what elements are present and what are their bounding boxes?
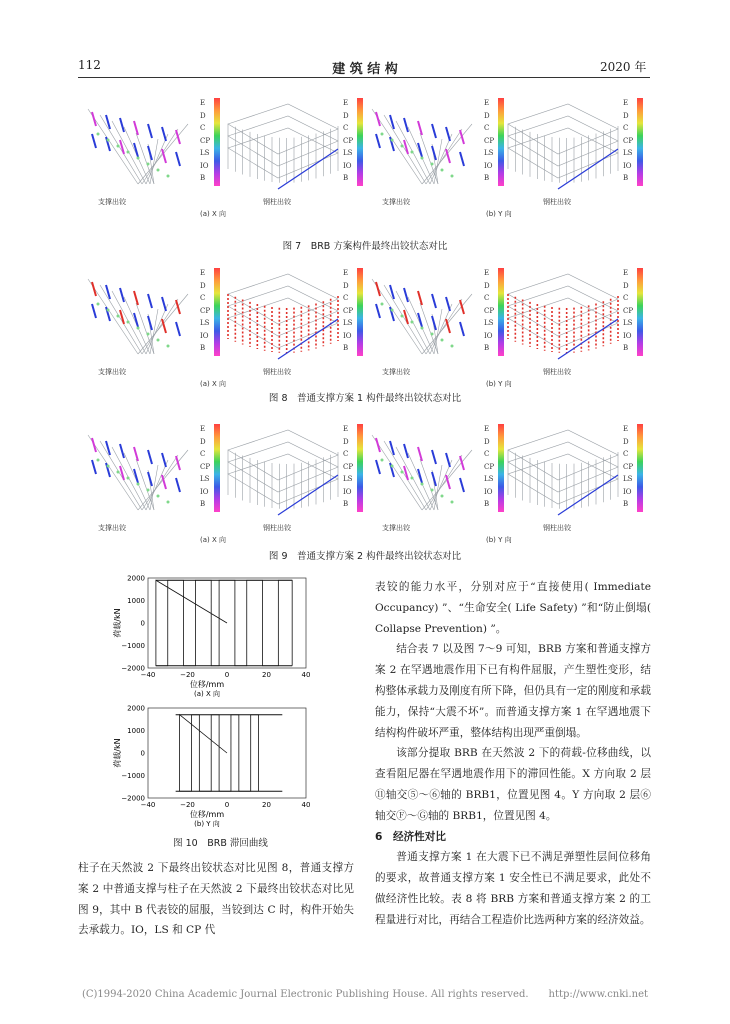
fig10-caption: 图 10 BRB 滞回曲线 — [173, 838, 268, 849]
brace-hinge-model — [362, 94, 495, 194]
x-axis-label: 位移/mm — [189, 810, 225, 819]
column-hinge-model — [498, 420, 628, 520]
panel-label: 钢柱出铰 — [263, 368, 291, 376]
journal-title: 建 筑 结 构 — [332, 62, 398, 77]
para-2: 结合表 7 以及图 7～9 可知，BRB 方案和普通支撑方案 2 在罕遇地震作用下已有构件屈服，产生塑性变形，结构整体承载力及刚度有所下降，但仍具有一定的刚度和承载能力，保持“大震不坏”。而普通支撑方案 1 在罕遇地震下结构构件破坏严重，整体结构出现严重倒塌。 — [375, 643, 651, 739]
subfigure-label: (a) X 向 — [200, 536, 226, 544]
panel-label: 支撑出铰 — [98, 198, 126, 206]
hinge-scale-labels: E D C CP LS IO B — [484, 425, 495, 508]
para-1: 表铰的能力水平，分别对应于“直接使用( Immediate Occupancy) ”、“生命安全( Life Safety) ”和“防止倒塌( Collapse Prevention) ”。 — [375, 581, 651, 635]
x-tick-label: −20 — [180, 801, 195, 809]
header-rule — [78, 77, 650, 78]
brace-hinge-model — [78, 420, 211, 520]
x-tick-label: 20 — [262, 801, 271, 809]
x-tick-label: −40 — [140, 671, 156, 679]
panel-label: 钢柱出铰 — [543, 368, 571, 376]
hinge-scale-labels: E D C CP LS IO B — [484, 269, 495, 352]
panel-label: 钢柱出铰 — [263, 524, 291, 532]
page-number: 112 — [78, 58, 101, 72]
column-hinge-model — [218, 94, 348, 194]
hinge-scale-labels: E D C CP LS IO B — [623, 269, 634, 352]
para-3: 该部分提取 BRB 在天然波 2 下的荷载-位移曲线，以查看阻尼器在罕遇地震作用下的滞回性能。X 方向取 2 层⑪轴交⑤～⑥轴的 BRB1，位置见图 4。Y 方向取 2 层⑥轴交Ⓕ～Ⓖ轴的 BRB1，位置见图 4。 — [375, 747, 651, 822]
hinge-scale-labels: E D C CP LS IO B — [343, 269, 354, 352]
hinge-scale-labels: E D C CP LS IO B — [343, 425, 354, 508]
subfigure-label: (a) X 向 — [200, 210, 226, 218]
subfigure-label: (a) X 向 — [200, 380, 226, 388]
para-4: 普通支撑方案 1 在大震下已不满足弹塑性层间位移角的要求，故普通支撑方案 1 安全性已不满足要求，此处不做经济性比较。表 8 将 BRB 方案和普通支撑方案 2 的工程量进行对比，再结合工程造价比选两种方案的经济效益。 — [375, 851, 651, 926]
brace-hinge-model — [78, 264, 211, 364]
hinge-scale-labels: E D C CP LS IO B — [200, 99, 211, 182]
y-tick-label: −1000 — [121, 642, 145, 650]
hinge-scale-labels: E D C CP LS IO B — [200, 269, 211, 352]
right-column — [375, 577, 651, 931]
hinge-color-bar — [637, 98, 643, 186]
subfigure-label: (b) Y 向 — [486, 536, 512, 544]
x-tick-label: 40 — [301, 801, 311, 809]
y-tick-label: 2000 — [127, 704, 145, 713]
brace-hinge-model — [362, 420, 495, 520]
x-tick-label: −20 — [180, 671, 195, 679]
y-tick-label: −2000 — [121, 794, 145, 803]
hysteresis-chart-x — [108, 570, 328, 705]
x-tick-label: 0 — [224, 671, 230, 679]
column-hinge-model — [498, 264, 628, 364]
hinge-scale-labels: E D C CP LS IO B — [623, 425, 634, 508]
x-tick-label: −40 — [140, 801, 156, 809]
column-hinge-model — [218, 264, 348, 364]
panel-label: 支撑出铰 — [382, 524, 410, 532]
hysteresis-chart-y — [108, 700, 328, 835]
hinge-scale-labels: E D C CP LS IO B — [343, 99, 354, 182]
subfigure-label: (b) Y 向 — [486, 210, 512, 218]
panel-label: 支撑出铰 — [382, 198, 410, 206]
chart-title: (b) Y 向 — [194, 820, 220, 828]
section-heading: 6 经济性对比 — [375, 830, 446, 843]
y-tick-label: −1000 — [121, 772, 145, 780]
subfigure-label: (b) Y 向 — [486, 380, 512, 388]
panel-label: 支撑出铰 — [98, 524, 126, 532]
hinge-color-bar — [637, 424, 643, 512]
x-axis-label: 位移/mm — [189, 680, 225, 689]
y-axis-label: 荷载/kN — [113, 738, 122, 768]
y-tick-label: 1000 — [127, 597, 145, 605]
figure-caption: 图 7 BRB 方案构件最终出铰状态对比 — [282, 241, 448, 252]
y-tick-label: −2000 — [121, 664, 145, 673]
y-tick-label: 2000 — [127, 574, 145, 583]
brace-hinge-model — [362, 264, 495, 364]
left-text: 柱子在天然波 2 下最终出铰状态对比见图 8，普通支撑方案 2 中普通支撑与柱子在天然波 2 下最终出铰状态对比见图 9，其中 B 代表铰的屈服，当铰到达 C 时，构件开始失去承载力。IO，LS 和 CP 代 — [78, 862, 354, 937]
column-hinge-model — [218, 420, 348, 520]
panel-label: 支撑出铰 — [382, 368, 410, 376]
panel-label: 钢柱出铰 — [263, 198, 291, 206]
hinge-scale-labels: E D C CP LS IO B — [623, 99, 634, 182]
y-tick-label: 1000 — [127, 727, 145, 735]
hinge-scale-labels: E D C CP LS IO B — [200, 425, 211, 508]
y-tick-label: 0 — [140, 619, 145, 628]
hysteresis-curve — [156, 580, 292, 666]
hinge-color-bar — [637, 268, 643, 356]
copyright-footer: (C)1994-2020 China Academic Journal Electronic Publishing House. All rights reserved. http://www.cnki.net — [81, 989, 649, 1000]
year: 2020 年 — [600, 60, 647, 74]
y-axis-label: 荷载/kN — [113, 608, 122, 638]
column-hinge-model — [498, 94, 628, 194]
chart-title: (a) X 向 — [194, 690, 220, 698]
hysteresis-curve — [180, 715, 259, 792]
brace-hinge-model — [78, 94, 211, 194]
x-tick-label: 0 — [224, 801, 230, 809]
figure-caption: 图 8 普通支撑方案 1 构件最终出铰状态对比 — [268, 393, 462, 404]
panel-label: 钢柱出铰 — [543, 198, 571, 206]
panel-label: 钢柱出铰 — [543, 524, 571, 532]
hinge-scale-labels: E D C CP LS IO B — [484, 99, 495, 182]
y-tick-label: 0 — [140, 749, 145, 758]
x-tick-label: 20 — [262, 671, 271, 679]
figure-caption: 图 9 普通支撑方案 2 构件最终出铰状态对比 — [268, 551, 462, 562]
panel-label: 支撑出铰 — [98, 368, 126, 376]
x-tick-label: 40 — [301, 671, 311, 679]
